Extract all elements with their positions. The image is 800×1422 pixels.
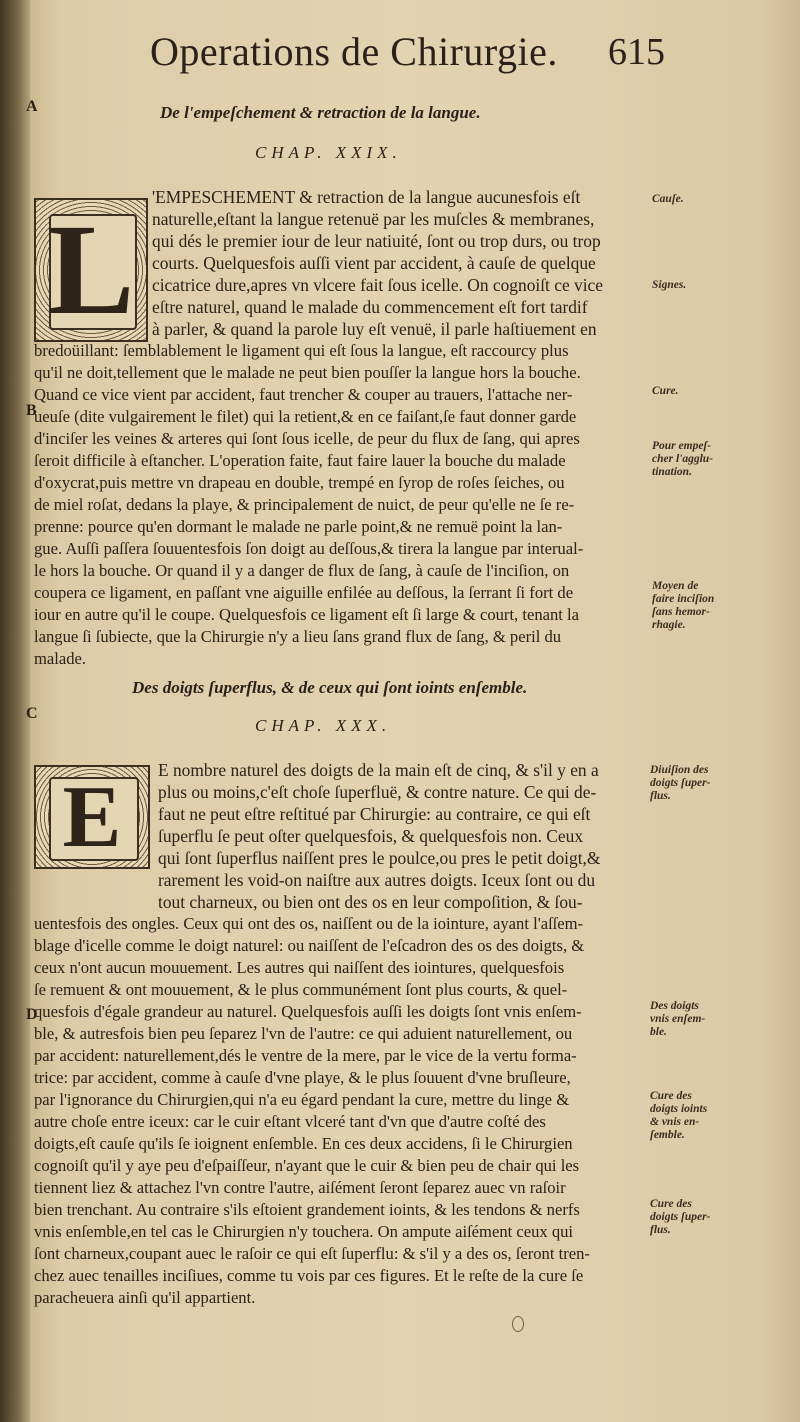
s2-line: E nombre naturel des doigts de la main eſt de cinq, & s'il y en a bbox=[158, 760, 599, 780]
s2-line: chez auec tenailles inciſiues, comme tu vois par ces figures. Et le reſte de la cure ſe bbox=[34, 1266, 584, 1285]
s2-line: doigts,eſt cauſe qu'ils ſe ioignent enſemble. En ces deux accidens, ſi le Chirurgien bbox=[34, 1134, 573, 1153]
s2-line: blage d'icelle comme le doigt naturel: ou naiſſent de l'eſcadron des os des doigts, & bbox=[34, 936, 585, 955]
margin-letter-c: C bbox=[26, 705, 38, 722]
s1-line: malade. bbox=[34, 649, 87, 668]
s1-line: de miel roſat, dedans la playe, & principalement de nuict, de peur qu'elle ne ſe re- bbox=[34, 495, 575, 514]
s1-line: ueuſe (dite vulgairement le filet) qui la retient,& en ce faiſant,ſe faut donner garde bbox=[34, 407, 577, 426]
s1-line: ſeroit difficile à eſtancher. L'operation faite, faut faire lauer la bouche du malade bbox=[34, 451, 566, 470]
margin-letter-b: B bbox=[26, 402, 37, 419]
s1-line: le hors la bouche. Or quand il y a danger de flux de ſang, à cauſe de l'inciſion, on bbox=[34, 561, 570, 580]
s1-line: iour en autre qu'il le coupe. Quelquesfois ce ligament eſt ſi large & court, tenant la bbox=[34, 605, 580, 624]
s2-line: autre choſe entre iceux: car le cuir eſtant vlceré tant d'vn que d'autre coſté des bbox=[34, 1112, 546, 1131]
side-note-empescher: Pour empeſ- cher l'agglu- tination. bbox=[652, 440, 714, 478]
page-number: 615 bbox=[608, 31, 665, 73]
s2-line: qui ſont ſuperflus naiſſent pres le poulce,ou pres le petit doigt,& bbox=[158, 848, 601, 868]
s2-line: ſe remuent & ont mouuement, & le plus communément ſont plus courts, & quel- bbox=[34, 980, 568, 999]
s2-line: vnis enſemble,en tel cas le Chirurgien n'y touchera. On ampute aiſément ceux qui bbox=[34, 1222, 574, 1241]
side-note-division: Diuiſion des doigts ſuper- flus. bbox=[650, 764, 711, 802]
s1-line: à parler, & quand la parole luy eſt venuë, il parle haſtiuement en bbox=[152, 319, 597, 339]
s1-line: bredoüillant: ſemblablement le ligament qui eſt ſous la langue, eſt raccourcy plus bbox=[34, 341, 569, 360]
running-title: Operations de Chirurgie. bbox=[150, 29, 558, 74]
s2-line: uentesfois des ongles. Ceux qui ont des os, naiſſent ou de la iointure, ayant l'aſſem- bbox=[34, 914, 584, 933]
side-note-cure-superflus: Cure des doigts ſuper- flus. bbox=[650, 1198, 711, 1236]
section2-chapter: CHAP. XXX. bbox=[255, 716, 392, 735]
s2-line: rarement les void-on naiſtre aux autres doigts. Iceux ſont ou du bbox=[158, 870, 596, 890]
s1-line: langue ſi ſubiecte, que la Chirurgie n'y a lieu ſans grand flux de ſang, & peril du bbox=[34, 627, 562, 646]
s2-line: par accident: naturellement,dés le ventre de la mere, par le vice de la vertu forma- bbox=[34, 1046, 577, 1065]
s1-line: qu'il ne doit,tellement que le malade ne peut bien pouſſer la langue hors la bouche. bbox=[34, 363, 581, 382]
side-note-cure: Cure. bbox=[652, 385, 679, 397]
circle-mark-icon bbox=[512, 1316, 524, 1332]
s2-line: par l'ignorance du Chirurgien,qui n'a eu égard pendant la cure, mettre du linge & bbox=[34, 1090, 570, 1109]
s1-line: courts. Quelquesfois auſſi vient par accident, à cauſe de quelque bbox=[152, 253, 596, 273]
s1-line: d'oxycrat,puis mettre vn drapeau en double, trempé en ſyrop de roſes ſeiches, ou bbox=[34, 473, 565, 492]
s1-line: coupera ce ligament, en paſſant vne aiguille enfilée au deſſous, la ſerrant ſi fort de bbox=[34, 583, 574, 602]
s1-line: cicatrice dure,apres vn vlcere fait ſous icelle. On cognoiſt ce vice bbox=[152, 275, 603, 295]
margin-letter-a: A bbox=[26, 98, 38, 115]
s1-line: qui dés le premier iour de leur natiuité, ſont ou trop durs, ou trop bbox=[152, 231, 601, 251]
s2-line: cognoiſt qu'il y aye peu d'eſpaiſſeur, n'ayant que le cuir & bien peu de chair qui les bbox=[34, 1156, 580, 1175]
side-note-cause: Cauſe. bbox=[652, 193, 684, 205]
side-note-signes: Signes. bbox=[652, 279, 687, 291]
s2-line: tout charneux, ou bien ont des os en leur compoſition, & ſou- bbox=[158, 892, 583, 912]
section1-title: De l'empeſchement & retraction de la langue. bbox=[160, 103, 481, 122]
s1-line: gue. Auſſi paſſera ſouuentesfois ſon doigt au deſſous,& tirera la langue par interual- bbox=[34, 539, 584, 558]
section1-chapter: CHAP. XXIX. bbox=[255, 143, 402, 162]
s2-line: plus ou moins,c'eſt choſe ſuperfluë, & contre nature. Ce qui de- bbox=[158, 782, 597, 802]
running-head bbox=[130, 28, 670, 80]
s1-line: 'EMPESCHEMENT & retraction de la langue aucunesfois eſt bbox=[152, 187, 581, 207]
s2-line: bien trenchant. Au contraire s'ils eſtoient grandement ioints, & les tendons & nerfs bbox=[34, 1200, 580, 1219]
side-note-cure-joints: Cure des doigts ioints & vnis en- ſemble. bbox=[650, 1090, 708, 1141]
decorated-initial-e-letter: E bbox=[62, 768, 122, 866]
s1-line: prenne: pource qu'en dormant le malade ne parle point,& ne remuë point la lan- bbox=[34, 517, 563, 536]
s2-line: paracheuera ainſi qu'il appartient. bbox=[34, 1288, 256, 1307]
s2-line: trice: par accident, comme à cauſe d'vne playe, & le plus ſouuent d'vne bruſleure, bbox=[34, 1068, 571, 1087]
s2-line: quesfois d'égale grandeur au naturel. Quelquesfois auſſi les doigts ſont vnis enſem- bbox=[34, 1002, 582, 1021]
s2-line: ble, & autresfois bien peu ſeparez l'vn de l'autre: ce qui aduient naturellement, ou bbox=[34, 1024, 573, 1043]
decorated-initial-l-letter: L bbox=[47, 198, 135, 342]
s1-line: d'inciſer les veines & arteres qui ſont ſous icelle, de peur du flux de ſang, qui apres bbox=[34, 429, 580, 448]
margin-letter-d: D bbox=[26, 1006, 38, 1023]
s2-line: tiennent liez & attachez l'vn contre l'autre, aiſément ſeront ſeparez auec vn raſoir bbox=[34, 1178, 566, 1197]
s1-line: Quand ce vice vient par accident, faut trencher & couper au trauers, l'attache ner- bbox=[34, 385, 573, 404]
decorated-initial-l bbox=[34, 198, 148, 342]
s2-line: ſont charneux,coupant auec le raſoir ce qui eſt ſuperflu: & s'il y a des os, ſeront tren- bbox=[34, 1244, 590, 1263]
s2-line: ſuperflu ſe peut oſter quelquesfois, & quelquesfois non. Ceux bbox=[158, 826, 584, 846]
s2-line: ceux n'ont aucun mouuement. Les autres qui naiſſent des iointures, quelquesfois bbox=[34, 958, 565, 977]
s1-line: naturelle,eſtant la langue retenuë par les muſcles & membranes, bbox=[152, 209, 595, 229]
s1-line: eſtre naturel, quand le malade du commencement eſt fort tardif bbox=[152, 297, 588, 317]
s2-line: faut ne peut eſtre reſtitué par Chirurgie: au contraire, ce qui eſt bbox=[158, 804, 591, 824]
section2-title: Des doigts ſuperflus, & de ceux qui ſont ioints enſemble. bbox=[132, 678, 528, 697]
side-note-moyen: Moyen de faire inciſion ſans hemor- rhagie. bbox=[652, 580, 715, 631]
side-note-unis: Des doigts vnis enſem- ble. bbox=[650, 1000, 706, 1038]
decorated-initial-e bbox=[34, 765, 150, 869]
